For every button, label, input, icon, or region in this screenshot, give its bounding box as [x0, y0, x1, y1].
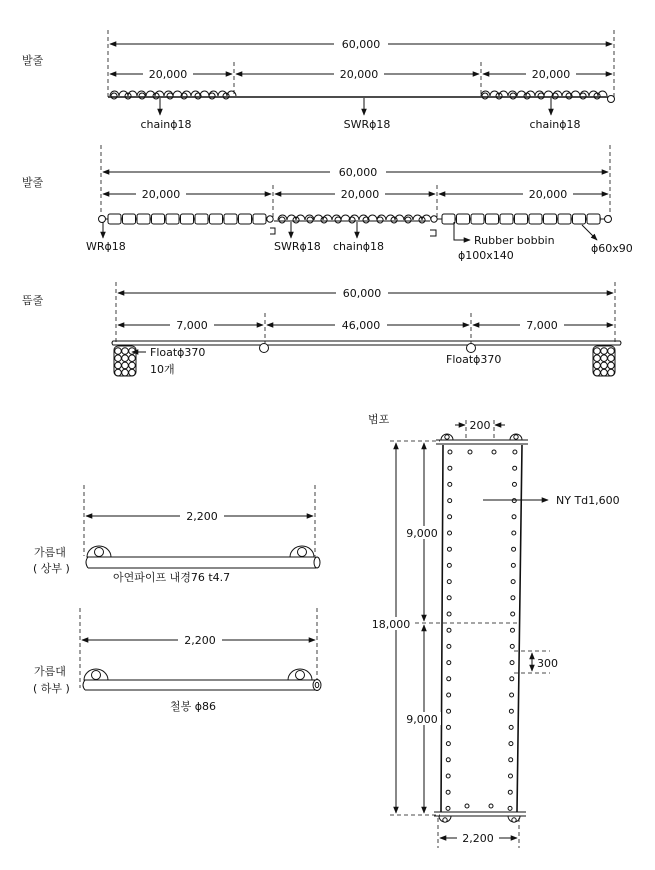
float	[608, 362, 615, 369]
sail-hole	[489, 804, 493, 808]
sail-hole	[447, 677, 451, 681]
sail-hole	[510, 661, 514, 665]
sail-hole	[447, 709, 451, 713]
sail-hole	[513, 466, 517, 470]
sail-lower-height: 9,000	[406, 713, 438, 726]
sail-hole	[448, 466, 452, 470]
rubber-bobbin	[152, 214, 165, 224]
headrope-callout-float: Floatϕ370	[150, 346, 206, 359]
sail-hole	[509, 709, 513, 713]
sail-hole	[447, 661, 451, 665]
sail-hole	[447, 628, 451, 632]
sail-hole	[465, 804, 469, 808]
sail-hole	[512, 482, 516, 486]
footrope-2-callout-wr: WRϕ18	[86, 240, 126, 253]
float	[594, 355, 601, 362]
rubber-bobbin	[166, 214, 179, 224]
float-cluster-right	[593, 346, 615, 376]
spreader-upper-position: ( 상부 )	[33, 562, 70, 575]
footrope-2-seg-2: 20,000	[340, 188, 380, 201]
rubber-bobbin	[457, 214, 470, 224]
sail-label: 범포	[368, 413, 390, 426]
float	[129, 355, 136, 362]
sail-hole	[446, 758, 450, 762]
spreader-lower-material: 철봉 ϕ86	[170, 700, 217, 713]
rubber-bobbin	[137, 214, 150, 224]
sail-hole	[509, 758, 513, 762]
footrope-2-callout-small-bobbin: ϕ60x90	[591, 242, 633, 255]
sail-hole	[468, 450, 472, 454]
sail-hole	[448, 482, 452, 486]
float	[601, 355, 608, 362]
footrope-2-callout-bobbin: Rubber bobbin	[474, 234, 555, 247]
headrope-callout-float-mid: Floatϕ370	[446, 353, 502, 366]
footrope-1-seg-3: 20,000	[531, 68, 571, 81]
sail-material: NY Td1,600	[556, 494, 620, 507]
sail-hole	[509, 725, 513, 729]
sail	[368, 412, 620, 848]
sail-hole	[511, 596, 515, 600]
sail-hole	[448, 515, 452, 519]
sail-hole	[513, 450, 517, 454]
spreader-upper-dimension: 2,200	[186, 510, 218, 523]
headrope-total: 60,000	[342, 287, 382, 300]
float	[122, 369, 129, 376]
float	[594, 362, 601, 369]
sail-hole	[446, 806, 450, 810]
rubber-bobbin	[108, 214, 121, 224]
sail-hole	[447, 547, 451, 551]
sail-hole	[447, 580, 451, 584]
headrope-callout-count: 10개	[150, 363, 175, 376]
sail-hole	[447, 644, 451, 648]
rubber-bobbin	[224, 214, 237, 224]
sail-hole	[508, 774, 512, 778]
sail-hole	[510, 693, 514, 697]
float	[601, 369, 608, 376]
float	[129, 362, 136, 369]
sail-hole	[512, 547, 516, 551]
float	[601, 348, 608, 355]
sail-hole	[492, 450, 496, 454]
float	[115, 362, 122, 369]
sail-total-height: 18,000	[371, 618, 411, 631]
sail-bottom-width: 2,200	[462, 832, 494, 845]
sail-hole	[446, 790, 450, 794]
spreader-lower-label: 가름대	[34, 665, 66, 678]
sail-hole	[447, 612, 451, 616]
float	[594, 348, 601, 355]
float	[608, 355, 615, 362]
footrope-2-seg-1: 20,000	[141, 188, 181, 201]
spreader-lower-position: ( 하부 )	[33, 682, 70, 695]
rubber-bobbin	[239, 214, 252, 224]
sail-top-width: 200	[469, 419, 491, 432]
sail-hole	[511, 580, 515, 584]
sail-holes	[446, 450, 517, 810]
footrope-2-label: 발줄	[22, 176, 44, 189]
float	[601, 362, 608, 369]
rubber-bobbin	[529, 214, 542, 224]
footrope-1-seg-1: 20,000	[148, 68, 188, 81]
headrope-seg-1: 7,000	[176, 319, 208, 332]
rubber-bobbin	[253, 214, 266, 224]
sail-upper-height: 9,000	[406, 527, 438, 540]
sail-hole	[447, 563, 451, 567]
float-mid-left	[260, 344, 269, 353]
footrope-1	[22, 30, 615, 131]
bobbin-string-left	[108, 214, 266, 224]
sail-hole	[510, 677, 514, 681]
headrope-label: 뜸줄	[22, 294, 44, 307]
rubber-bobbin	[486, 214, 499, 224]
sail-hole	[510, 644, 514, 648]
sail-spacing: 300	[537, 657, 558, 670]
sail-hole	[512, 531, 516, 535]
chain-middle	[278, 215, 431, 223]
spreader-upper-label: 가름대	[34, 546, 66, 559]
footrope-1-seg-2: 20,000	[339, 68, 379, 81]
sail-hole	[448, 450, 452, 454]
rubber-bobbin	[195, 214, 208, 224]
footrope-1-label: 발줄	[22, 54, 44, 67]
float	[122, 362, 129, 369]
sail-hole	[511, 612, 515, 616]
rubber-bobbin	[587, 214, 600, 224]
spreader-upper-material: 아연파이프 내경76 t4.7	[113, 571, 231, 584]
rubber-bobbin	[442, 214, 455, 224]
headrope-rope	[112, 341, 621, 345]
sail-hole	[512, 499, 516, 503]
rubber-bobbin	[210, 214, 223, 224]
float	[122, 348, 129, 355]
rubber-bobbin	[500, 214, 513, 224]
sail-hole	[508, 790, 512, 794]
sail-hole	[508, 806, 512, 810]
sail-hole	[447, 693, 451, 697]
rubber-bobbin	[515, 214, 528, 224]
bobbin-string-right	[442, 214, 600, 224]
rubber-bobbin	[181, 214, 194, 224]
footrope-1-callout-chain-right: chainϕ18	[529, 118, 581, 131]
footrope-2	[22, 145, 633, 262]
float	[122, 355, 129, 362]
footrope-2-callout-bobbin-size: ϕ100x140	[458, 249, 514, 262]
rubber-bobbin	[123, 214, 136, 224]
rubber-bobbin	[573, 214, 586, 224]
float	[608, 348, 615, 355]
footrope-1-callout-chain-left: chainϕ18	[140, 118, 192, 131]
sail-hole	[448, 499, 452, 503]
float	[115, 348, 122, 355]
footrope-2-callout-swr: SWRϕ18	[274, 240, 321, 253]
rubber-bobbin	[544, 214, 557, 224]
footrope-2-seg-3: 20,000	[528, 188, 568, 201]
spreader-upper	[33, 485, 320, 584]
sail-hole	[448, 531, 452, 535]
float-mid-right	[467, 344, 476, 353]
footrope-2-total: 60,000	[338, 166, 378, 179]
float-cluster-left	[114, 346, 136, 376]
sail-hole	[509, 742, 513, 746]
sail-hole	[446, 742, 450, 746]
rubber-bobbin	[558, 214, 571, 224]
sail-hole	[512, 515, 516, 519]
footrope-1-callout-swr: SWRϕ18	[343, 118, 391, 131]
sail-hole	[447, 596, 451, 600]
float	[115, 355, 122, 362]
headrope	[22, 282, 621, 376]
headrope-seg-2: 46,000	[341, 319, 381, 332]
footrope-1-total: 60,000	[341, 38, 381, 51]
sail-hole	[446, 774, 450, 778]
sail-hole	[511, 563, 515, 567]
footrope-2-callout-chain: chainϕ18	[333, 240, 385, 253]
spreader-lower-dimension: 2,200	[184, 634, 216, 647]
rubber-bobbin	[471, 214, 484, 224]
float	[129, 348, 136, 355]
sail-hole	[446, 725, 450, 729]
sail-hole	[510, 628, 514, 632]
headrope-seg-3: 7,000	[526, 319, 558, 332]
spreader-lower	[33, 608, 321, 713]
